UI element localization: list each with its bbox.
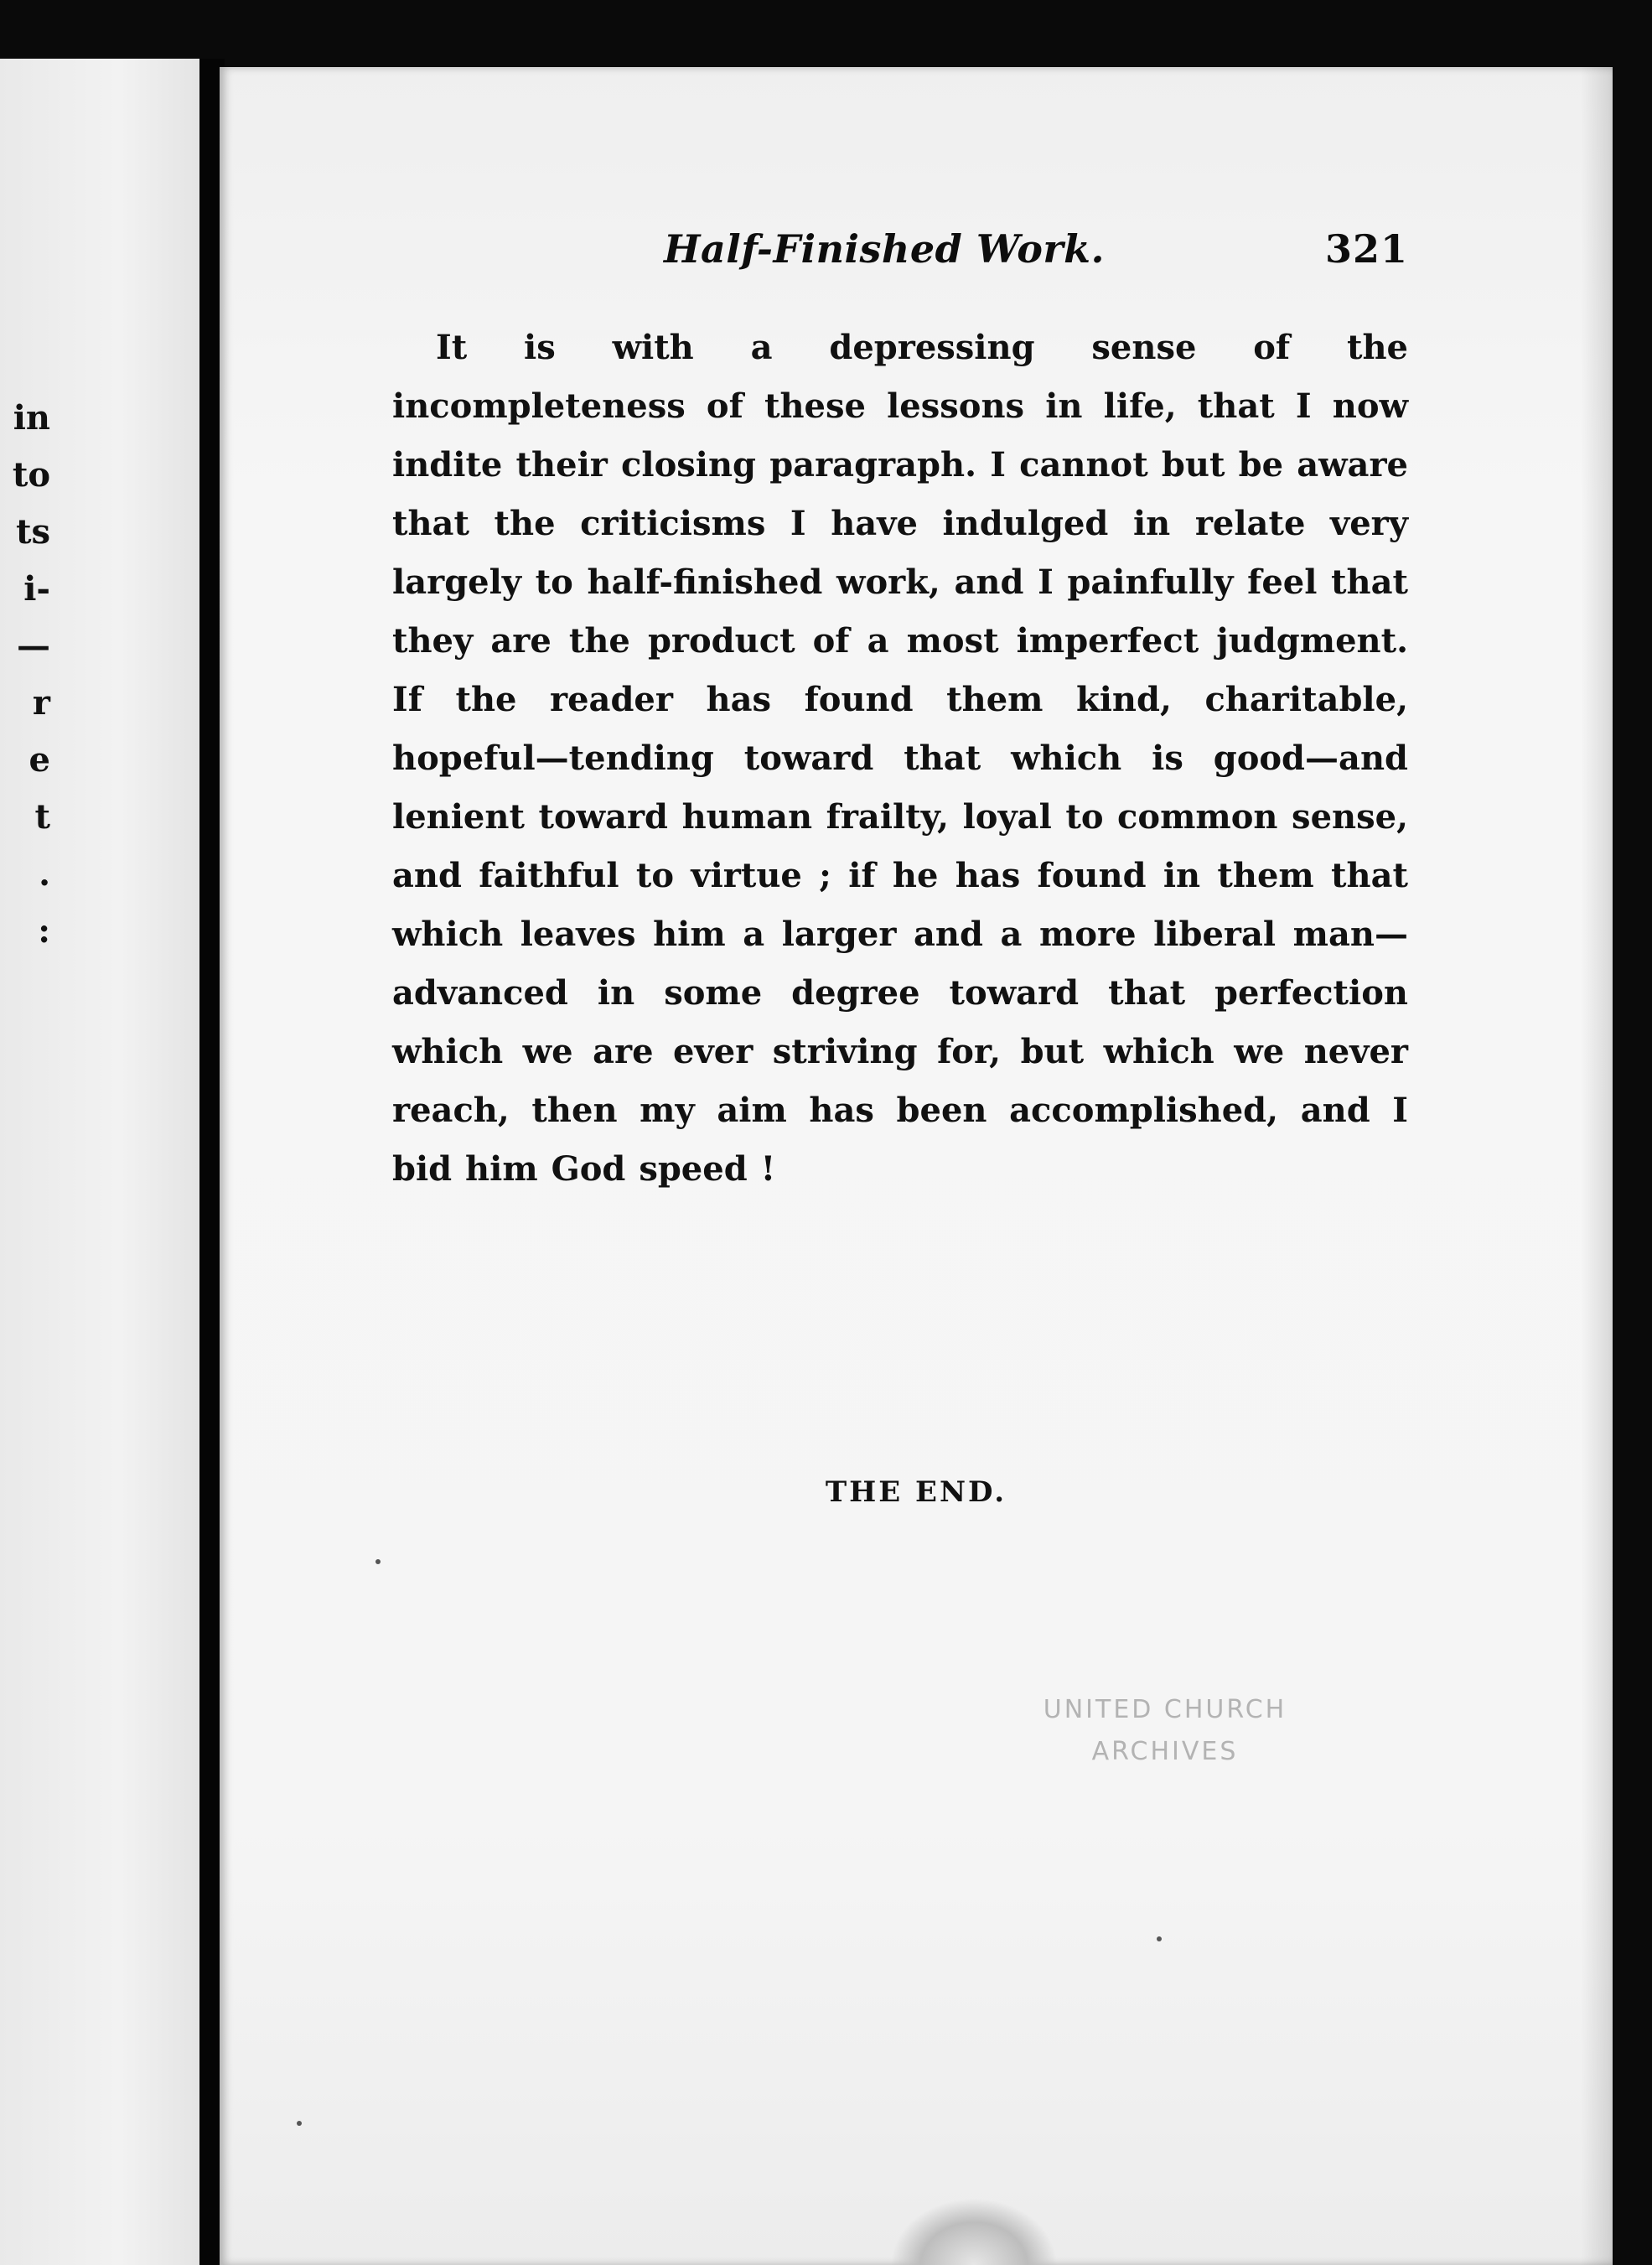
left-fragment: i- bbox=[23, 569, 50, 609]
left-fragment: e bbox=[28, 740, 50, 780]
page-number: 321 bbox=[1324, 226, 1408, 272]
archive-stamp bbox=[1006, 1689, 1324, 1773]
left-fragment: . bbox=[39, 854, 50, 894]
left-facing-page bbox=[0, 59, 199, 2265]
running-title: Half-Finished Work. bbox=[664, 226, 1106, 272]
book-page bbox=[220, 67, 1613, 2265]
the-end-label: THE END. bbox=[825, 1475, 1007, 1509]
left-fragment: to bbox=[12, 455, 50, 495]
left-fragment: r bbox=[32, 683, 50, 723]
stamp-line-1: UNITED CHURCH bbox=[1043, 1695, 1287, 1724]
body-paragraph: It is with a depressing sense of the incompleteness of these lessons in life, that I now indite their closing paragraph. I cannot but be aware that the criticisms I have indulged in relate very largely to half-finished work, and I painfully feel that they are the product of a most imperfect judgment. If the reader has found them kind, charitable, hopeful—tending toward that which is good—and lenient toward human frailty, loyal to common sense, and faithful to virtue ; if he has found in them that which leaves him a larger and a more liberal man—advanced in some degree toward that perfection which we are ever striving for, but which we never reach, then my aim has been accomplished, and I bid him God speed ! bbox=[392, 328, 1408, 1189]
paper-speck bbox=[297, 2121, 302, 2126]
left-fragment: in bbox=[13, 398, 50, 438]
left-page-text-fragments bbox=[0, 390, 50, 960]
left-fragment: ts bbox=[16, 512, 50, 552]
left-fragment: — bbox=[17, 626, 50, 666]
stamp-line-2: ARCHIVES bbox=[1091, 1737, 1239, 1766]
torn-page-edge bbox=[890, 2198, 1058, 2265]
paper-speck bbox=[1157, 1936, 1162, 1941]
paper-speck bbox=[375, 1559, 381, 1564]
running-head bbox=[387, 226, 1408, 293]
page-edge-shadow bbox=[1581, 67, 1613, 2265]
left-fragment: : bbox=[38, 911, 50, 951]
left-fragment: t bbox=[34, 797, 50, 837]
